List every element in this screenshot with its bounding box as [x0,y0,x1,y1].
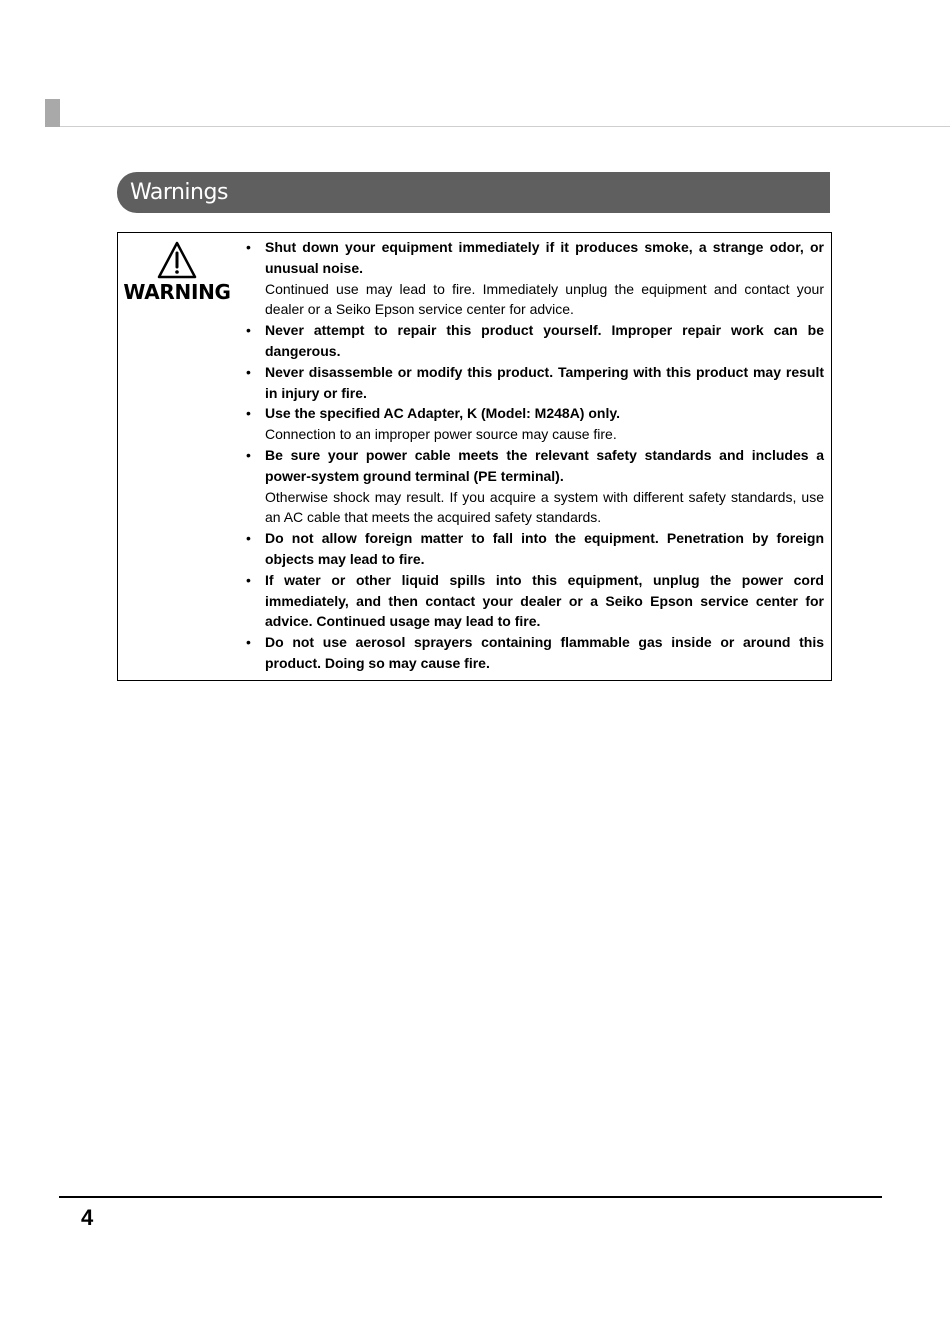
warning-item-heading: If water or other liquid spills into this equipment, unplug the power cord immediately, and then contact your dealer or a Seiko Epson service center for advice. Continued usage may lead to fire. [265,571,824,630]
warning-item-body: Otherwise shock may result. If you acquire a system with different safety standards, use an AC cable that meets the acquired safety standards. [265,488,824,526]
bullet-icon: • [246,571,251,588]
footer-rule [59,1196,882,1198]
warning-item [246,445,824,528]
warning-triangle-icon [157,241,197,279]
warning-item-body: Connection to an improper power source may cause fire. [265,426,617,443]
warning-list [246,237,824,674]
bullet-icon: • [246,363,251,380]
warning-item [246,570,824,632]
warning-item [246,403,824,445]
warning-item-heading: Use the specified AC Adapter, K (Model: M248A) only. [265,405,620,422]
warning-label: WARNING [123,280,231,304]
warning-item-heading: Do not use aerosol sprayers containing flammable gas inside or around this product. Doing so may cause fire. [265,634,824,671]
warning-item-heading: Never attempt to repair this product yourself. Improper repair work can be dangerous. [265,322,824,359]
warning-symbol [118,241,236,304]
page-number: 4 [81,1205,94,1230]
warning-item [246,632,824,674]
section-title: Warnings [130,180,228,205]
warning-item [246,237,824,320]
warning-item-body: Continued use may lead to fire. Immediately unplug the equipment and contact your dealer or a Seiko Epson service center for advice. [265,280,824,318]
bullet-icon: • [246,446,251,463]
bullet-icon: • [246,322,251,339]
warning-item [246,362,824,404]
header-tab-marker [45,99,60,127]
header-rule [60,126,950,127]
bullet-icon: • [246,405,251,422]
bullet-icon: • [246,634,251,651]
warning-item-heading: Never disassemble or modify this product. Tampering with this product may result in injury or fire. [265,363,824,401]
warning-item-heading: Shut down your equipment immediately if it produces smoke, a strange odor, or unusual noise. [265,239,824,276]
warning-item [246,320,824,362]
warning-item-heading: Be sure your power cable meets the relevant safety standards and includes a power-system ground terminal (PE terminal). [265,446,824,484]
bullet-icon: • [246,530,251,547]
warning-item-heading: Do not allow foreign matter to fall into the equipment. Penetration by foreign objects may lead to fire. [265,530,824,567]
warning-item [246,528,824,570]
bullet-icon: • [246,239,251,255]
warning-box [117,232,832,681]
section-banner [117,172,830,213]
